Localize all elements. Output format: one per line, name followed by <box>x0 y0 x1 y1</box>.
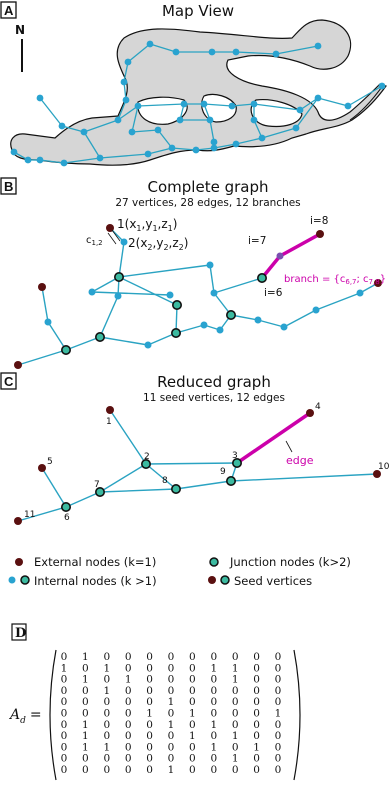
graph-edge <box>214 278 262 293</box>
panel-b-letter: B <box>4 179 14 194</box>
seed-vertex-junction <box>227 477 235 485</box>
matrix-cell: 0 <box>167 741 175 754</box>
matrix-cell: 0 <box>103 651 111 663</box>
matrix-cell: 0 <box>210 696 218 709</box>
matrix-cell: 0 <box>103 718 111 731</box>
map-node <box>97 155 104 162</box>
cost-line-1 <box>112 230 120 241</box>
complete-graph-edges <box>18 228 378 365</box>
cost-line-2 <box>108 233 116 244</box>
panel-b <box>1 178 386 369</box>
seed-vertex-label: 8 <box>162 476 168 486</box>
internal-node <box>357 290 364 297</box>
matrix-cell: 0 <box>274 651 282 663</box>
complete-graph-nodes <box>14 224 382 369</box>
map-node <box>379 83 386 90</box>
matrix-cell: 0 <box>167 707 175 720</box>
matrix-cell: 0 <box>60 684 68 697</box>
map-node <box>315 95 322 102</box>
map-node <box>121 79 128 86</box>
seed-vertex-label: 1 <box>106 417 112 427</box>
reduced-edge <box>42 468 66 507</box>
reduced-edge <box>146 463 237 464</box>
matrix-cell: 1 <box>189 730 196 743</box>
panel-d <box>8 624 300 780</box>
matrix-cell: 1 <box>189 707 196 720</box>
map-node <box>125 59 132 66</box>
matrix-left-paren <box>50 650 56 780</box>
matrix-cell: 0 <box>274 673 282 686</box>
matrix-cell: 0 <box>231 684 239 697</box>
matrix-cell: 0 <box>253 707 260 720</box>
matrix-cell: 0 <box>82 752 89 765</box>
matrix-cell: 1 <box>210 741 218 754</box>
seed-vertex-junction <box>62 503 70 511</box>
matrix-cell: 0 <box>274 662 282 675</box>
matrix-cell: 0 <box>167 651 175 663</box>
matrix-cell: 1 <box>167 764 175 776</box>
matrix-cell: 0 <box>274 730 282 743</box>
map-node <box>37 95 44 102</box>
matrix-cell: 0 <box>274 718 282 731</box>
cost-label: $c_{1,2}$ <box>86 235 103 247</box>
matrix-cell: 0 <box>60 764 68 776</box>
matrix-cell: 0 <box>146 651 153 663</box>
matrix-cell: 1 <box>124 673 132 686</box>
matrix-right-paren <box>294 650 300 780</box>
map-node <box>251 101 258 108</box>
map-node <box>211 139 218 146</box>
matrix-cell: 0 <box>124 684 132 697</box>
junction-node <box>258 274 266 282</box>
map-node <box>251 117 258 124</box>
matrix-cell: 0 <box>253 752 260 765</box>
map-centerline-segment <box>318 98 348 106</box>
graph-edge <box>66 337 100 350</box>
map-node <box>211 145 218 152</box>
internal-node <box>313 307 320 314</box>
matrix-cell: 1 <box>146 707 153 720</box>
internal-node <box>207 262 214 269</box>
legend-internal-swatch-b <box>21 576 29 584</box>
seed-vertex-label: 6 <box>64 513 70 523</box>
internal-node <box>89 289 96 296</box>
external-node <box>316 230 324 238</box>
graph-edge <box>100 337 148 345</box>
matrix-cell: 0 <box>124 718 132 731</box>
matrix-cell: 0 <box>167 684 175 697</box>
map-node <box>147 41 154 48</box>
map-node <box>25 157 32 164</box>
seed-vertex-label: 2 <box>144 452 150 462</box>
i6-label: i=6 <box>264 287 283 299</box>
map-node <box>201 101 208 108</box>
internal-node <box>167 292 174 299</box>
edge-pointer <box>286 441 292 452</box>
matrix-cell: 0 <box>60 696 68 709</box>
matrix-cell: 1 <box>82 730 89 743</box>
matrix-cell: 1 <box>167 718 175 731</box>
matrix-cell: 0 <box>231 741 239 754</box>
matrix-cell: 0 <box>167 752 175 765</box>
map-node <box>315 43 322 50</box>
cave-map-outline <box>11 20 386 165</box>
internal-node <box>255 317 262 324</box>
reduced-edge <box>146 464 176 489</box>
matrix-cell: 0 <box>82 684 89 697</box>
seed-vertex-label: 9 <box>220 467 226 477</box>
matrix-cell: 0 <box>189 684 196 697</box>
matrix-cell: 1 <box>253 741 260 754</box>
matrix-cell: 0 <box>189 718 196 731</box>
panel-c-title: Reduced graph <box>157 373 271 391</box>
matrix-cell: 1 <box>231 730 239 743</box>
reduced-edge <box>100 464 146 492</box>
graph-edge <box>284 310 316 327</box>
panel-c <box>1 373 389 525</box>
external-node <box>14 361 22 369</box>
map-node <box>81 129 88 136</box>
matrix-cell: 0 <box>103 673 111 686</box>
internal-node <box>217 327 224 334</box>
graph-edge <box>92 292 170 295</box>
matrix-cell: 0 <box>124 651 132 663</box>
matrix-cell: 1 <box>60 662 68 675</box>
matrix-cell: 0 <box>253 684 260 697</box>
map-node <box>61 160 68 167</box>
matrix-cell: 0 <box>60 741 68 754</box>
vertex-2-label: $2(x_2,y_2,z_2)$ <box>128 236 189 252</box>
map-node <box>193 147 200 154</box>
matrix-cell: 0 <box>189 696 196 709</box>
reduced-edge <box>100 489 176 492</box>
matrix-cell: 0 <box>124 696 132 709</box>
map-node <box>345 103 352 110</box>
legend <box>9 555 351 588</box>
matrix-cell: 0 <box>189 651 196 663</box>
seed-vertex-label: 5 <box>47 457 53 467</box>
matrix-cell: 1 <box>82 741 89 754</box>
matrix-cell: 0 <box>274 764 282 776</box>
matrix-cell: 0 <box>124 730 132 743</box>
junction-node <box>172 329 180 337</box>
matrix-cell: 0 <box>210 684 218 697</box>
map-node <box>59 123 66 130</box>
map-node <box>145 151 152 158</box>
edge-label: edge <box>286 454 314 467</box>
matrix-cell: 0 <box>210 651 218 663</box>
graph-edge <box>210 265 214 293</box>
reduced-graph-edges <box>18 410 377 521</box>
matrix-cell: 0 <box>274 752 282 765</box>
matrix-cell: 1 <box>210 718 218 731</box>
matrix-cell: 0 <box>231 718 239 731</box>
matrix-cell: 0 <box>231 707 239 720</box>
branch-label: branch = {$c_{6,7}$; $c_{7,8}$} <box>284 274 387 286</box>
matrix-label: $A_d$ = <box>10 707 42 726</box>
map-node <box>155 127 162 134</box>
matrix-cell: 0 <box>167 730 175 743</box>
map-node <box>207 117 214 124</box>
reduced-edge <box>176 481 231 489</box>
map-node <box>233 141 240 148</box>
seed-vertex-external <box>106 406 114 414</box>
branch-node <box>277 253 284 260</box>
junction-node <box>115 273 123 281</box>
branch-edge-7-8 <box>280 234 320 256</box>
matrix-cell: 0 <box>167 673 175 686</box>
legend-external-swatch <box>15 558 23 566</box>
seed-vertex-label: 7 <box>94 480 100 490</box>
i7-label: i=7 <box>248 235 267 247</box>
matrix-cell: 0 <box>146 741 153 754</box>
graph-edge <box>316 293 360 310</box>
matrix-cell: 1 <box>167 696 175 709</box>
matrix-cell: 0 <box>189 662 196 675</box>
map-node <box>229 103 236 110</box>
map-node <box>11 149 18 156</box>
matrix-cell: 0 <box>253 696 260 709</box>
matrix-cell: 0 <box>189 673 196 686</box>
seed-vertex-label: 10 <box>378 462 389 472</box>
matrix-cell: 0 <box>146 752 153 765</box>
legend-seed-swatch-b <box>221 576 229 584</box>
legend-internal: Internal nodes (k >1) <box>34 574 157 588</box>
map-node <box>209 49 216 56</box>
panel-b-title: Complete graph <box>147 178 269 196</box>
matrix-cell: 1 <box>82 651 89 663</box>
matrix-cell: 0 <box>210 707 218 720</box>
reduced-edge <box>66 492 100 507</box>
matrix-cell: 0 <box>103 696 111 709</box>
legend-seed-swatch-a <box>208 576 216 584</box>
internal-node <box>281 324 288 331</box>
matrix-cell: 0 <box>60 673 68 686</box>
map-centerline-segment <box>138 104 184 106</box>
matrix-cell: 1 <box>82 673 89 686</box>
matrix-cell: 0 <box>167 662 175 675</box>
map-node <box>37 157 44 164</box>
reduced-edge <box>231 474 377 481</box>
north-label: N <box>14 23 26 37</box>
seed-vertex-label: 4 <box>315 402 321 412</box>
map-node <box>169 145 176 152</box>
matrix-cell: 0 <box>189 741 196 754</box>
panel-a-title: Map View <box>161 2 235 20</box>
graph-edge <box>42 287 48 322</box>
legend-external: External nodes (k=1) <box>34 555 157 569</box>
matrix-cell: 0 <box>82 764 89 776</box>
junction-node <box>62 346 70 354</box>
matrix-cell: 0 <box>146 673 153 686</box>
matrix-cell: 1 <box>103 662 111 675</box>
matrix-cell: 1 <box>231 752 239 765</box>
map-node <box>129 129 136 136</box>
map-node <box>259 135 266 142</box>
internal-node <box>201 322 208 329</box>
matrix-cell: 0 <box>146 684 153 697</box>
matrix-cell: 0 <box>82 707 89 720</box>
matrix-cell: 0 <box>60 730 68 743</box>
matrix-cell: 1 <box>231 662 239 675</box>
matrix-cell: 0 <box>82 696 89 709</box>
matrix-cell: 0 <box>189 752 196 765</box>
seed-vertex-external <box>38 464 46 472</box>
matrix-cell: 0 <box>124 752 132 765</box>
matrix-cell: 0 <box>146 696 153 709</box>
matrix-cell: 0 <box>146 764 153 776</box>
internal-node <box>45 319 52 326</box>
matrix-cell: 0 <box>253 718 260 731</box>
matrix-cell: 0 <box>60 707 68 720</box>
matrix-cell: 1 <box>82 718 89 731</box>
map-node <box>297 107 304 114</box>
map-node <box>135 103 142 110</box>
panel-a-letter: A <box>4 3 14 18</box>
i8-label: i=8 <box>310 215 329 227</box>
matrix-cell: 0 <box>253 673 260 686</box>
matrix-cell: 0 <box>231 764 239 776</box>
matrix-cell: 0 <box>146 662 153 675</box>
matrix-cell: 0 <box>82 662 89 675</box>
matrix-cell: 1 <box>103 684 111 697</box>
map-node <box>115 117 122 124</box>
matrix-cell: 0 <box>274 741 282 754</box>
matrix-cell: 0 <box>103 752 111 765</box>
matrix-cell: 0 <box>103 730 111 743</box>
panel-c-subtitle: 11 seed vertices, 12 edges <box>143 392 285 404</box>
graph-edge <box>100 296 118 337</box>
seed-vertex-external <box>14 517 22 525</box>
matrix-cell: 0 <box>146 718 153 731</box>
matrix-cell: 0 <box>124 764 132 776</box>
matrix-cell: 1 <box>231 673 239 686</box>
legend-junction: Junction nodes (k>2) <box>230 555 351 569</box>
map-node <box>123 97 130 104</box>
matrix-cell: 0 <box>210 764 218 776</box>
external-node <box>38 283 46 291</box>
matrix-cell: 0 <box>274 696 282 709</box>
matrix-cell: 0 <box>231 651 239 663</box>
matrix-cell: 0 <box>124 662 132 675</box>
matrix-cell: 0 <box>124 707 132 720</box>
map-node <box>293 125 300 132</box>
matrix-cell: 0 <box>124 741 132 754</box>
matrix-cell: 0 <box>60 651 68 663</box>
seed-vertex-label: 11 <box>24 510 36 520</box>
map-node <box>177 117 184 124</box>
graph-edge <box>258 320 284 327</box>
matrix-cell: 0 <box>189 764 196 776</box>
panel-b-subtitle: 27 vertices, 28 edges, 12 branches <box>115 197 301 209</box>
seed-vertex-external <box>306 409 314 417</box>
junction-node <box>227 311 235 319</box>
matrix-cell: 1 <box>103 741 111 754</box>
internal-node <box>115 293 122 300</box>
graph-edge <box>119 265 210 277</box>
graph-edge <box>119 242 124 277</box>
matrix-cell: 0 <box>103 764 111 776</box>
matrix-cell: 0 <box>60 752 68 765</box>
map-node <box>233 49 240 56</box>
map-centerline-segment <box>40 98 62 126</box>
matrix-cell: 0 <box>253 730 260 743</box>
reduced-edge <box>110 410 146 464</box>
map-node <box>181 101 188 108</box>
graph-edge <box>18 350 66 365</box>
map-node <box>273 51 280 58</box>
map-node <box>173 49 180 56</box>
matrix-cell: 0 <box>146 730 153 743</box>
graph-edge <box>119 277 177 305</box>
legend-junction-swatch <box>210 558 218 566</box>
seed-vertex-junction <box>172 485 180 493</box>
matrix-cell: 0 <box>253 662 260 675</box>
internal-node <box>211 290 218 297</box>
panel-c-letter: C <box>4 374 14 389</box>
vertex-1-label: $1(x_1,y_1,z_1)$ <box>117 217 178 233</box>
matrix-cell: 0 <box>231 696 239 709</box>
matrix-cell: 1 <box>210 662 218 675</box>
matrix-cell: 0 <box>103 707 111 720</box>
panel-d-letter: D <box>15 626 27 641</box>
matrix-cell: 0 <box>253 651 260 663</box>
matrix-cell: 0 <box>253 764 260 776</box>
junction-node <box>173 301 181 309</box>
map-centerline-segment <box>204 104 232 106</box>
matrix-cell: 0 <box>60 718 68 731</box>
junction-node <box>96 333 104 341</box>
adjacency-matrix <box>61 651 282 776</box>
internal-node <box>121 239 128 246</box>
legend-internal-swatch-a <box>9 577 16 584</box>
internal-node <box>145 342 152 349</box>
matrix-cell: 0 <box>210 752 218 765</box>
seed-vertex-label: 3 <box>232 451 238 461</box>
matrix-cell: 0 <box>210 673 218 686</box>
matrix-cell: 0 <box>274 684 282 697</box>
legend-seed: Seed vertices <box>234 574 313 588</box>
matrix-cell: 1 <box>274 707 282 720</box>
matrix-cell: 0 <box>210 730 218 743</box>
panel-a <box>1 2 386 166</box>
